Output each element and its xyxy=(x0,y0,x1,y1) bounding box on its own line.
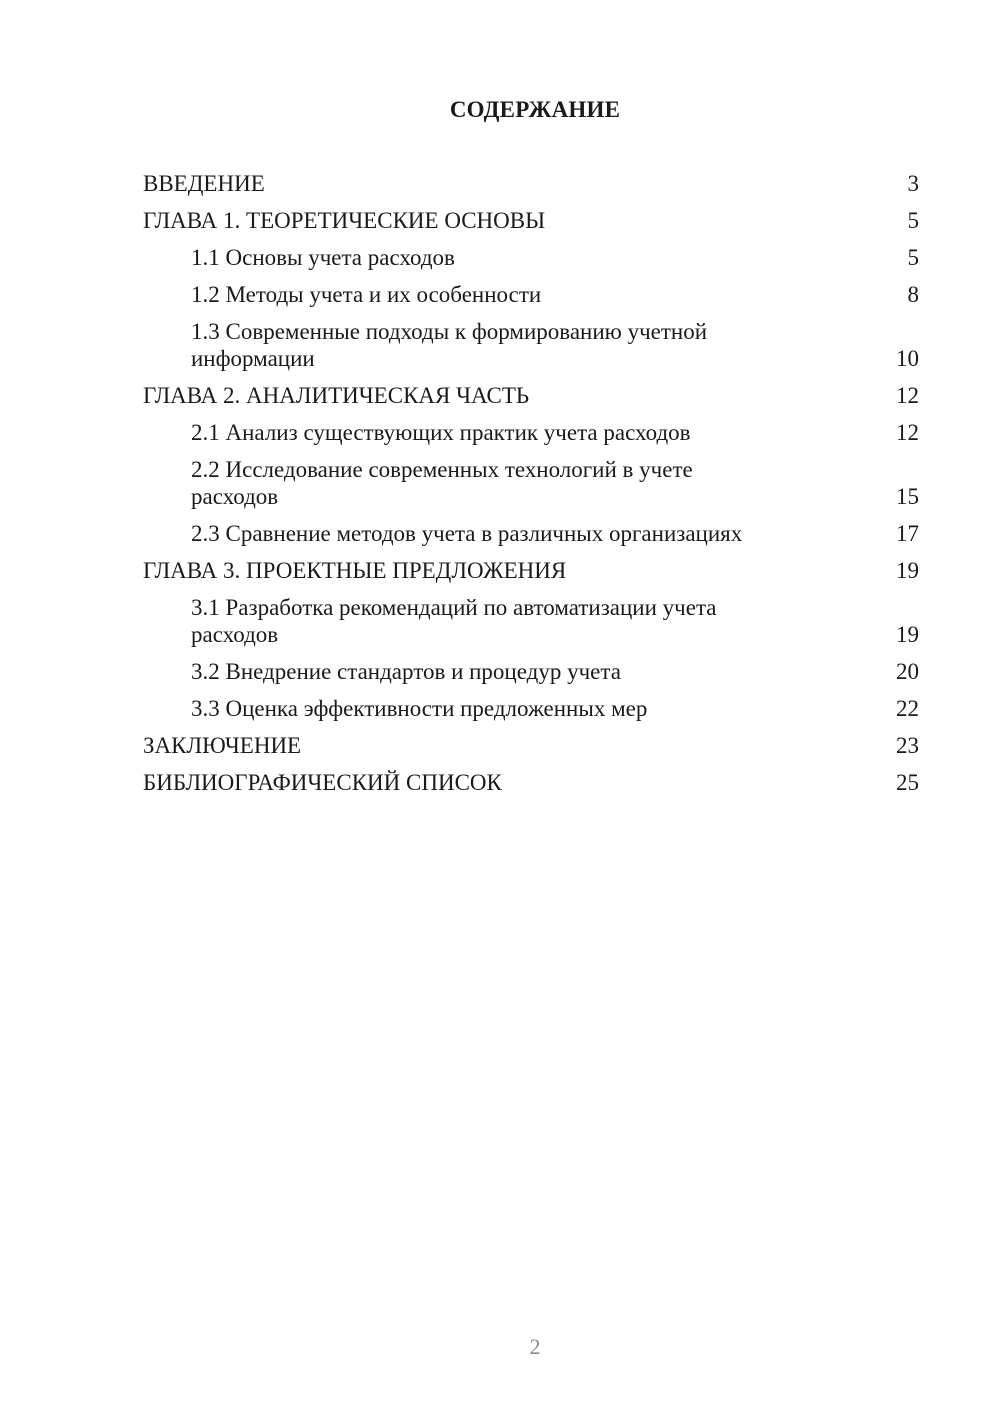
toc-entry-page: 5 xyxy=(907,208,919,233)
toc-entry-title: 1.3 Современные подходы к формированию учетной информации xyxy=(191,319,708,371)
toc-subsection-entry xyxy=(143,456,919,510)
toc-entry-page: 17 xyxy=(896,521,919,546)
page-title: СОДЕРЖАНИЕ xyxy=(449,97,621,122)
toc-subsection-entry xyxy=(143,318,919,372)
toc-entry-page: 22 xyxy=(896,696,919,721)
toc-entry-title: 2.2 Исследование современных технологий в учете расходов xyxy=(191,457,693,509)
toc-entry-title: ГЛАВА 1. ТЕОРЕТИЧЕСКИЕ ОСНОВЫ xyxy=(143,208,546,233)
toc-chapter-entry xyxy=(143,170,919,197)
toc-entry-title: 1.2 Методы учета и их особенности xyxy=(191,282,542,307)
toc-entry-title: ГЛАВА 3. ПРОЕКТНЫЕ ПРЕДЛОЖЕНИЯ xyxy=(143,558,567,583)
toc-subsection-entry xyxy=(143,658,919,685)
toc-subsection-entry xyxy=(143,419,919,446)
toc-chapter-entry xyxy=(143,732,919,759)
toc-entry-page: 23 xyxy=(896,733,919,758)
toc-entry-page: 12 xyxy=(896,420,919,445)
toc-subsection-entry xyxy=(143,695,919,722)
toc-entry-page: 8 xyxy=(907,282,919,307)
toc-subsection-entry xyxy=(143,594,919,648)
toc-subsection-entry xyxy=(143,520,919,547)
toc-subsection-entry xyxy=(143,281,919,308)
table-of-contents xyxy=(143,170,919,806)
toc-chapter-entry xyxy=(143,557,919,584)
toc-subsection-entry xyxy=(143,244,919,271)
toc-chapter-entry xyxy=(143,382,919,409)
toc-entry-page: 3 xyxy=(907,171,919,196)
toc-entry-page: 25 xyxy=(896,770,919,795)
toc-entry-page: 20 xyxy=(896,659,919,684)
toc-entry-title: БИБЛИОГРАФИЧЕСКИЙ СПИСОК xyxy=(143,770,502,795)
toc-entry-title: ГЛАВА 2. АНАЛИТИЧЕСКАЯ ЧАСТЬ xyxy=(143,383,530,408)
toc-entry-page: 19 xyxy=(896,558,919,583)
toc-entry-title: ВВЕДЕНИЕ xyxy=(143,171,265,196)
toc-entry-title: 2.3 Сравнение методов учета в различных организациях xyxy=(191,521,743,546)
toc-entry-title: 3.2 Внедрение стандартов и процедур учета xyxy=(191,659,621,684)
toc-chapter-entry xyxy=(143,207,919,234)
toc-entry-page: 10 xyxy=(896,346,919,371)
toc-chapter-entry xyxy=(143,769,919,796)
toc-entry-page: 5 xyxy=(907,245,919,270)
toc-entry-page: 15 xyxy=(896,484,919,509)
toc-entry-title: 3.3 Оценка эффективности предложенных мер xyxy=(191,696,648,721)
toc-entry-title: 2.1 Анализ существующих практик учета расходов xyxy=(191,420,691,445)
toc-entry-title: ЗАКЛЮЧЕНИЕ xyxy=(143,733,302,758)
toc-entry-page: 12 xyxy=(896,383,919,408)
page-number: 2 xyxy=(529,1334,541,1359)
toc-entry-title: 1.1 Основы учета расходов xyxy=(191,245,455,270)
toc-entry-page: 19 xyxy=(896,622,919,647)
toc-entry-title: 3.1 Разработка рекомендаций по автоматизации учета расходов xyxy=(191,595,717,647)
